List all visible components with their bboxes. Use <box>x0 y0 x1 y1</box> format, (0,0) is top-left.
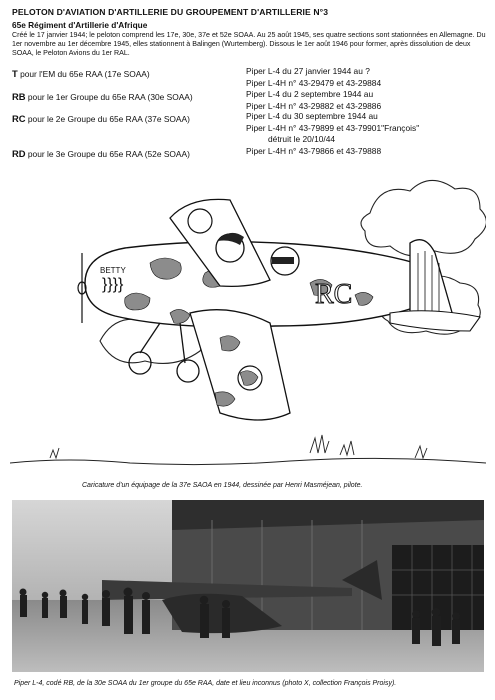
cartoon-illustration <box>10 173 486 478</box>
group-line: Piper L-4H n° 43-29479 et 43-29884 <box>246 77 382 88</box>
photo-caption: Piper L-4, codé RB, de la 30e SOAA du 1er groupe du 65e RAA, date et lieu inconnus (photo X, collection François Proisy). <box>14 680 397 687</box>
group-rc-label <box>12 113 190 124</box>
group-line: détruit le 20/10/44 <box>268 134 336 145</box>
group-code: RD <box>12 148 26 159</box>
group-code: T <box>12 68 18 79</box>
group-rb-details <box>246 89 381 112</box>
page-title: PELOTON D'AVIATION D'ARTILLERIE DU GROUPEMENT D'ARTILLERIE N°3 <box>12 7 329 17</box>
page-subtitle: 65e Régiment d'Artillerie d'Afrique <box>12 20 148 30</box>
group-code: RC <box>12 113 26 124</box>
group-code: RB <box>12 91 26 102</box>
group-rb-label <box>12 91 193 102</box>
group-t-details <box>246 66 381 89</box>
group-line: Piper L-4 du 30 septembre 1944 au <box>246 111 378 121</box>
intro-paragraph: Créé le 17 janvier 1944; le peloton comprend les 17e, 30e, 37e et 52e SOAA. Au 25 août 1945, ses quatre sections sont stationnées en Allemagne. Du 1er novembre au 1er décembre 1945, elles stationnent à Balingen (Wurtemberg). Dissous le 1er août 1946 pour former, après dissolution de deux SOAA, le Peloton Avions du 1er RAL. <box>12 31 486 58</box>
group-rd-details <box>246 146 381 158</box>
group-line: Piper L-4H n° 43-29882 et 43-29886 <box>246 100 382 111</box>
fuselage-code: RC <box>315 279 353 310</box>
group-rc-details <box>246 111 419 146</box>
cartoon-caption: Caricature d'un équipage de la 37e SAOA en 1944, dessinée par Henri Masméjean, pilote. <box>82 482 363 489</box>
group-description: pour le 3e Groupe du 65e RAA (52e SOAA) <box>27 149 190 159</box>
group-line: Piper L-4H n° 43-79899 et 43-79901"François" <box>246 122 420 133</box>
group-description: pour le 1er Groupe du 65e RAA (30e SOAA) <box>27 92 193 102</box>
group-t-label <box>12 68 150 79</box>
group-line: Piper L-4H n° 43-79866 et 43-79888 <box>246 146 382 156</box>
nose-label: BETTY <box>100 266 126 275</box>
svg-text:}}}}: }}}} <box>102 276 124 293</box>
group-description: pour l'EM du 65e RAA (17e SOAA) <box>20 69 150 79</box>
group-line: Piper L-4 du 2 septembre 1944 au <box>246 89 374 99</box>
group-line: Piper L-4 du 27 janvier 1944 au ? <box>246 66 370 76</box>
hangar-photo <box>12 500 484 672</box>
ground-line <box>10 458 486 464</box>
group-rd-label <box>12 148 190 159</box>
group-description: pour le 2e Groupe du 65e RAA (37e SOAA) <box>27 114 190 124</box>
